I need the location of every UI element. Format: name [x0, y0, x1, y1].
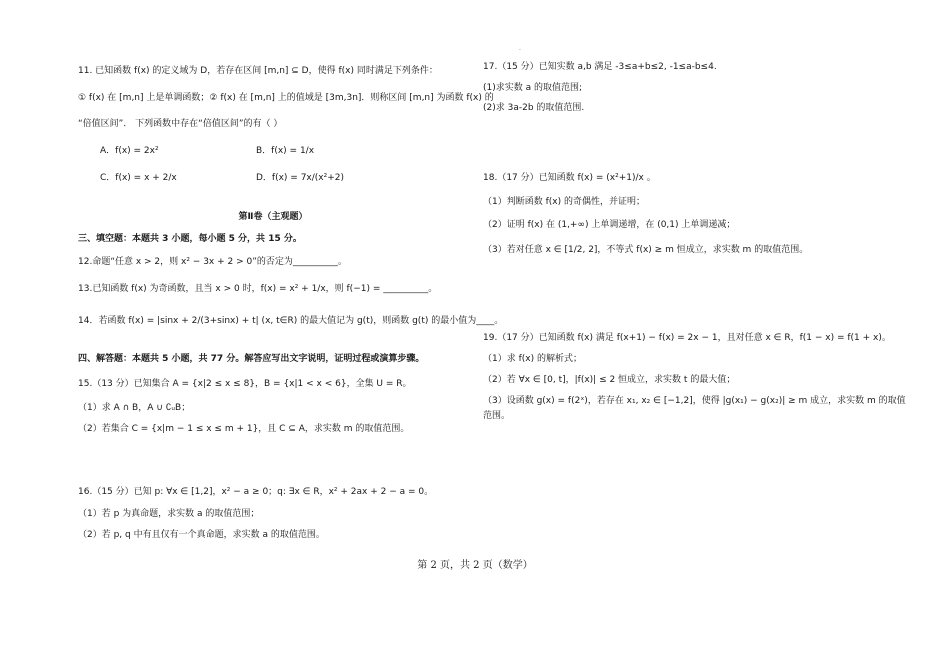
q11-line1: 11. 已知函数 f(x) 的定义域为 D，若存在区间 [m,n] ⊆ D，使得 f(x) 同时满足下列条件： — [78, 66, 438, 76]
q11-option-c: C．f(x) = x + 2/x — [100, 173, 177, 183]
q19-part3-line1: （3）设函数 g(x) = f(2ˣ)，若存在 x₁, x₂ ∈ [−1,2]，使得 |g(x₁) − g(x₂)| ≥ m 成立，求实数 m 的取值 — [483, 396, 906, 406]
q11-option-b: B．f(x) = 1/x — [256, 146, 315, 156]
q11-line3: “倍值区间”． 下列函数中存在“倍值区间”的有（ ） — [78, 119, 283, 129]
section4-title: 四、解答题：本题共 5 小题，共 77 分。解答应写出文字说明，证明过程或演算步骤。 — [78, 354, 425, 364]
q11-option-a: A．f(x) = 2x² — [100, 146, 159, 156]
q16-part1: （1）若 p 为真命题，求实数 a 的取值范围； — [78, 509, 260, 519]
q17-part1: (1)求实数 a 的取值范围; — [483, 83, 583, 93]
q11-line2: ① f(x) 在 [m,n] 上是单调函数；② f(x) 在 [m,n] 上的值域是 [3m,3n]．则称区间 [m,n] 为函数 f(x) 的 — [78, 93, 494, 103]
q16-stem: 16.（15 分）已知 p: ∀x ∈ [1,2]，x² − a ≥ 0；q: ∃x ∈ R，x² + 2ax + 2 − a = 0。 — [78, 487, 434, 497]
q15-stem: 15.（13 分）已知集合 A = {x|2 ≤ x ≤ 8}，B = {x|1 < x < 6}，全集 U = R。 — [78, 379, 412, 389]
q18-stem: 18.（17 分）已知函数 f(x) = (x²+1)/x 。 — [483, 173, 656, 183]
q16-part2: （2）若 p, q 中有且仅有一个真命题，求实数 a 的取值范围。 — [78, 530, 325, 540]
q19-part3-line2: 范围。 — [483, 411, 511, 421]
q13: 13.已知函数 f(x) 为奇函数，且当 x > 0 时，f(x) = x² + 1/x，则 f(−1) = __________。 — [78, 284, 438, 294]
q15-part2: （2）若集合 C = {x|m − 1 ≤ x ≤ m + 1}，且 C ⊆ A，求实数 m 的取值范围。 — [78, 424, 410, 434]
q17-part2: (2)求 3a-2b 的取值范围. — [483, 103, 585, 113]
q11-option-d: D．f(x) = 7x/(x²+2) — [256, 173, 345, 183]
page-footer: 第 2 页，共 2 页（数学） — [417, 560, 533, 571]
q19-part2: （2）若 ∀x ∈ [0, t]，|f(x)| ≤ 2 恒成立，求实数 t 的最大值； — [483, 375, 736, 385]
q19-stem: 19.（17 分）已知函数 f(x) 满足 f(x+1) − f(x) = 2x − 1，且对任意 x ∈ R，f(1 − x) = f(1 + x)。 — [483, 333, 891, 343]
q18-part1: （1）判断函数 f(x) 的奇偶性，并证明； — [483, 197, 645, 207]
q12: 12.命题“任意 x > 2，则 x² − 3x + 2 > 0”的否定为__________。 — [78, 257, 347, 267]
section3-title: 三、填空题：本题共 3 小题，每小题 5 分，共 15 分。 — [78, 234, 302, 244]
q17-stem: 17.（15 分）已知实数 a,b 满足 -3≤a+b≤2, -1≤a-b≤4. — [483, 62, 717, 72]
q15-part1: （1）求 A ∩ B，A ∪ ∁ᵤB； — [78, 403, 191, 413]
part2-title: 第Ⅱ卷（主观题） — [238, 212, 308, 222]
q18-part3: （3）若对任意 x ∈ [1/2, 2]，不等式 f(x) ≥ m 恒成立，求实数 m 的取值范围。 — [483, 245, 809, 255]
q14: 14．若函数 f(x) = |sinx + 2/(3+sinx) + t| (x, t∈R) 的最大值记为 g(t)，则函数 g(t) 的最小值为____。 — [78, 316, 504, 326]
stray-dot: · — [519, 47, 521, 54]
q18-part2: （2）证明 f(x) 在 (1,+∞) 上单调递增，在 (0,1) 上单调递减； — [483, 220, 736, 230]
q19-part1: （1）求 f(x) 的解析式； — [483, 354, 582, 364]
